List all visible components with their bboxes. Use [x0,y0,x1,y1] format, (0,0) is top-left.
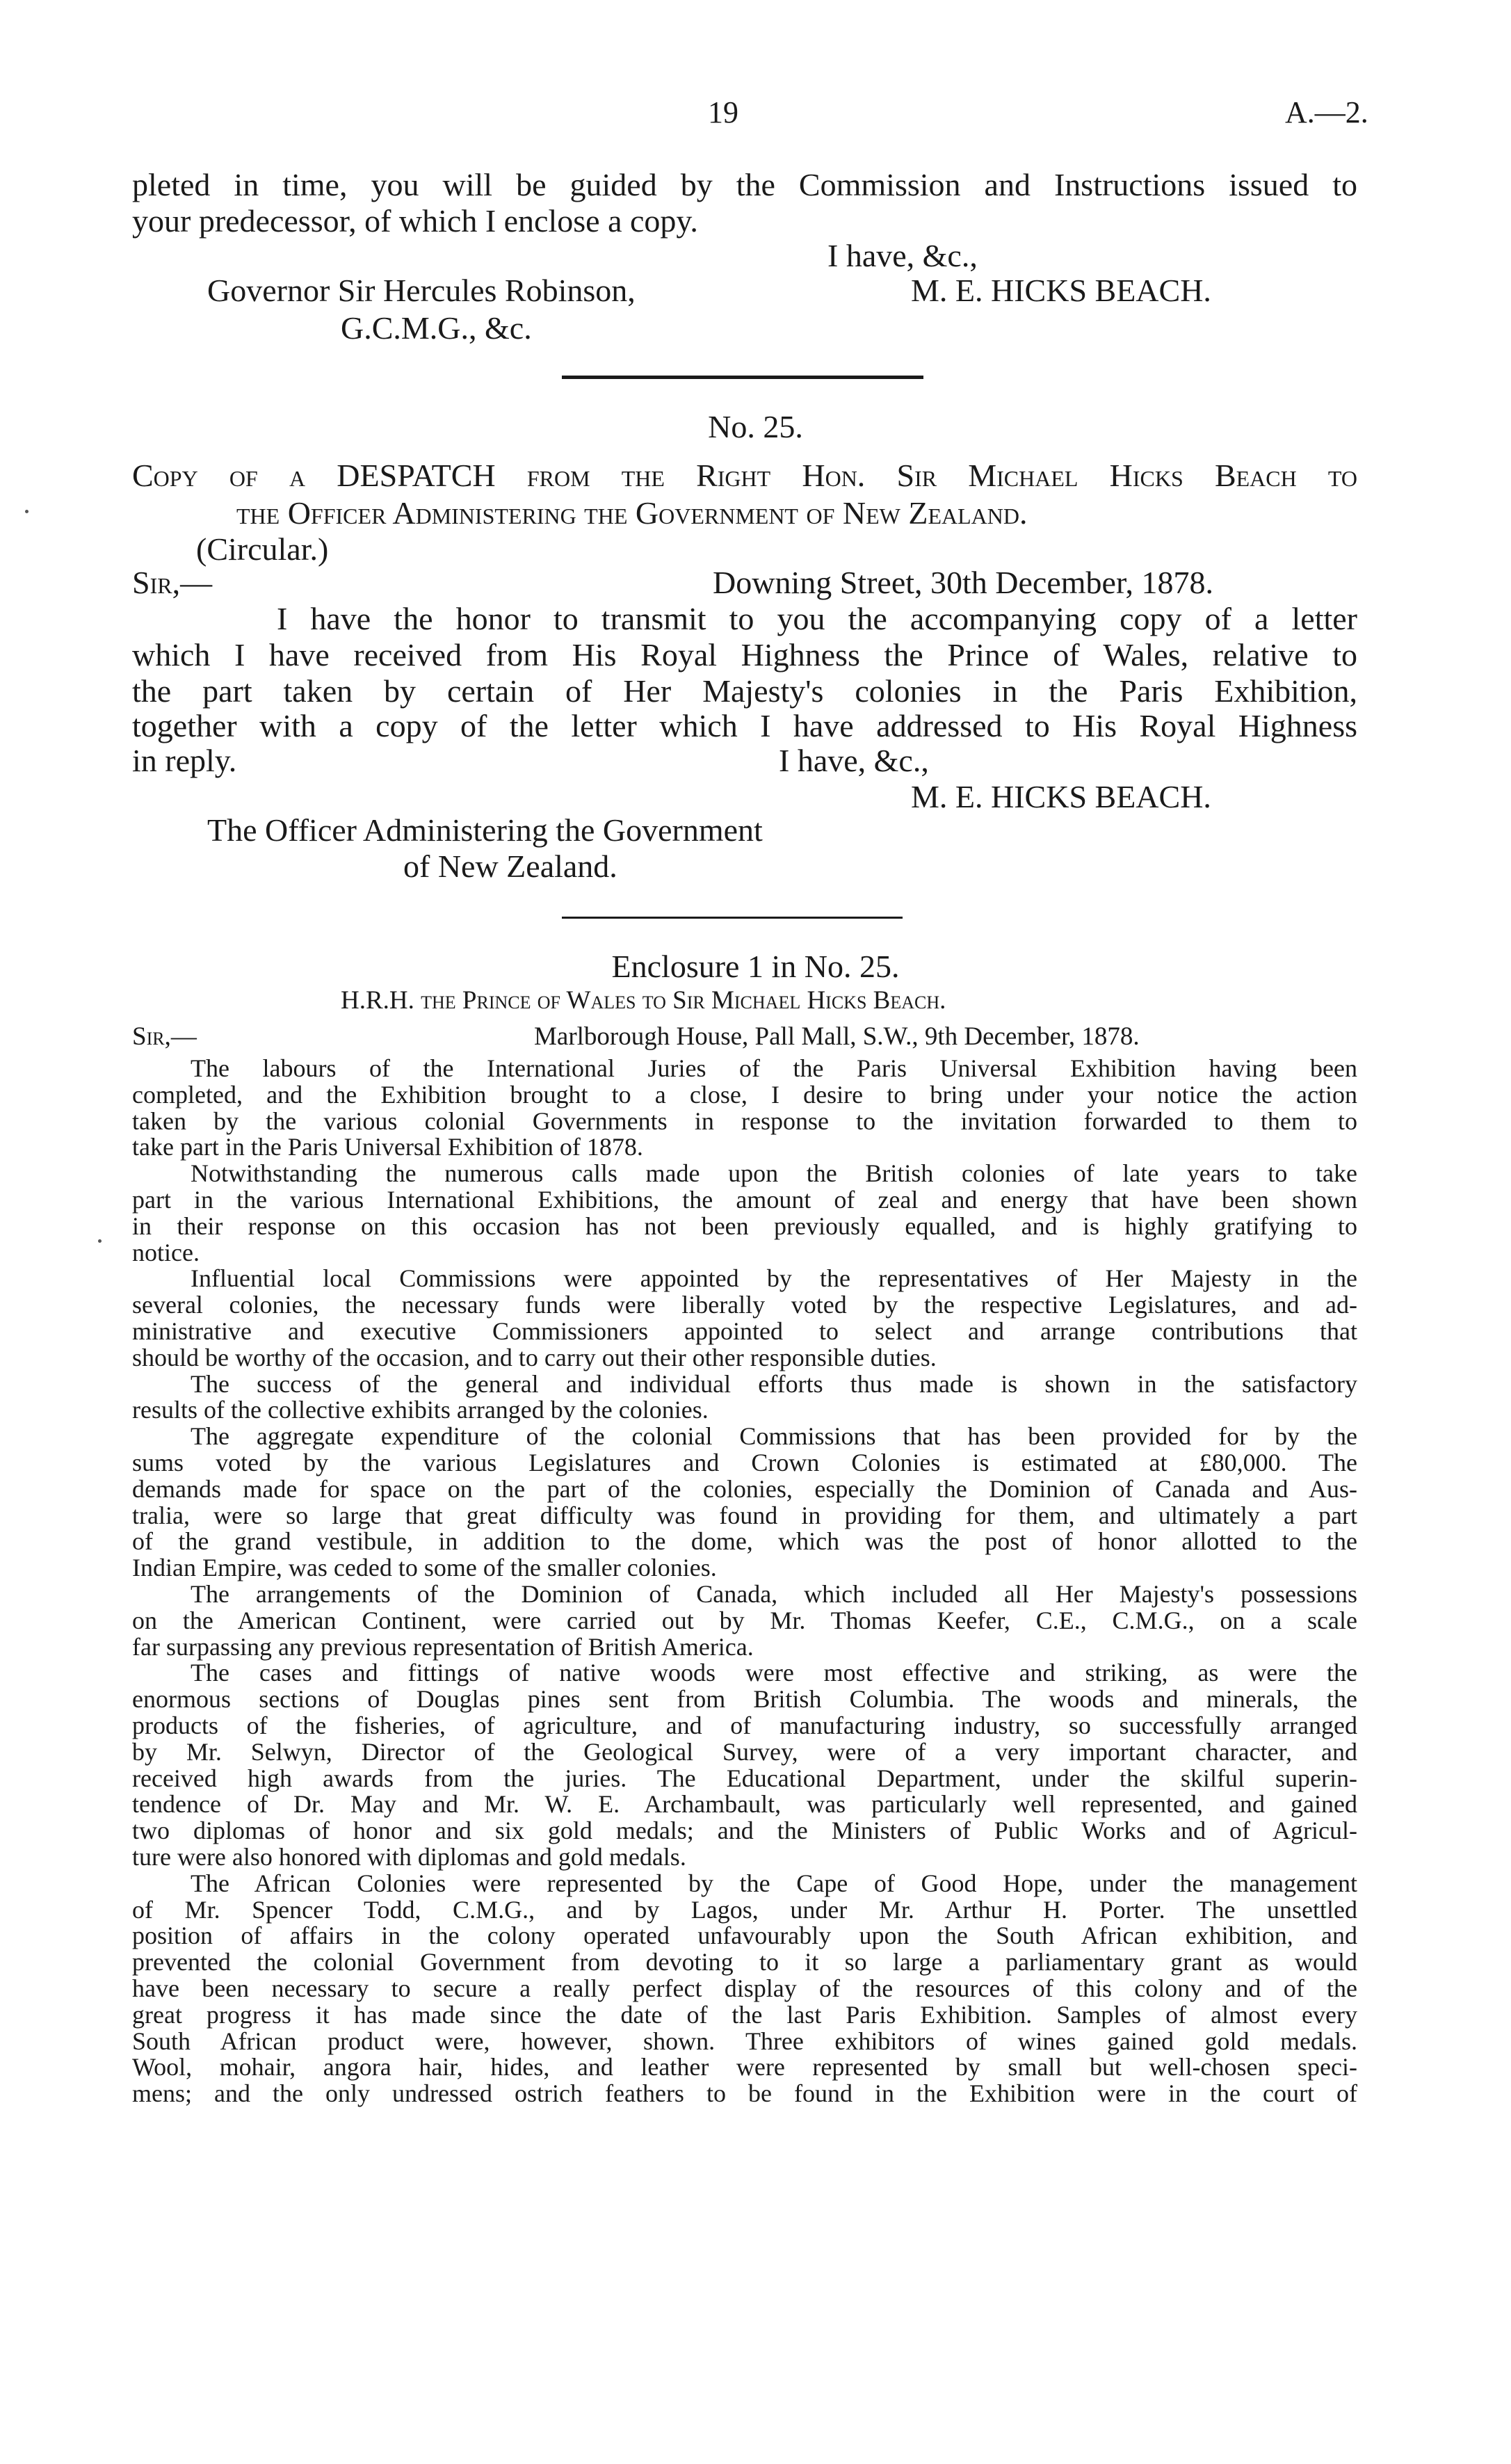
enclosure-line: tralia, were so large that great difficulty was found in providing for them, and ultimately a part [132,1501,1357,1529]
separator-rule [562,917,903,919]
enclosure-line: products of the fisheries, of agriculture, and of manufacturing industry, so successfully arranged [132,1712,1357,1739]
place-date: Marlborough House, Pall Mall, S.W., 9th December, 1878. [534,1022,1140,1051]
enclosure-line: by Mr. Selwyn, Director of the Geological Survey, were of a very important character, and [132,1738,1357,1766]
enclosure-line: two diplomas of honor and six gold medals; and the Ministers of Public Works and of Agricul- [132,1817,1357,1844]
enclosure-line: prevented the colonial Government from devoting to it so large a parliamentary grant as would [132,1948,1357,1976]
enclosure-line: The labours of the International Juries of the Paris Universal Exhibition having been [191,1054,1357,1082]
sign-off: I have, &c., [779,743,929,778]
addressee-title: G.C.M.G., &c. [341,310,532,346]
enclosure-line: completed, and the Exhibition brought to a close, I desire to bring under your notice the action [132,1081,1357,1109]
addressee: The Officer Administering the Government [207,812,763,848]
circular-note: (Circular.) [196,531,329,567]
enclosure-line: tendence of Dr. May and Mr. W. E. Archambault, was particularly well represented, and gained [132,1790,1357,1818]
despatch-number: No. 25. [708,409,803,444]
addressee: Governor Sir Hercules Robinson, [207,273,636,308]
enclosure-line: in their response on this occasion has not been previously equalled, and is highly gratifying to [132,1212,1357,1240]
enclosure-line: several colonies, the necessary funds were liberally voted by the respective Legislatures, and ad- [132,1291,1357,1319]
enclosure-line: position of affairs in the colony operated unfavourably upon the South African exhibition, and [132,1922,1357,1949]
sign-off: I have, &c., [827,238,978,273]
place-date: Downing Street, 30th December, 1878. [713,565,1213,600]
separator-rule [562,376,923,379]
enclosure-line: The aggregate expenditure of the colonial Commissions that has been provided for by the [191,1422,1357,1450]
scan-speck [25,510,29,513]
enclosure-line: of the grand vestibule, in addition to the dome, which was the post of honor allotted to the [132,1527,1357,1555]
enclosure-line: should be worthy of the occasion, and to carry out their other responsible duties. [132,1344,937,1371]
enclosure-line: demands made for space on the part of the colonies, especially the Dominion of Canada and Aus- [132,1475,1357,1503]
scan-speck [98,1239,102,1243]
enclosure-line: taken by the various colonial Governments in response to the invitation forwarded to them to [132,1107,1357,1135]
enclosure-line: Influential local Commissions were appointed by the representatives of Her Majesty in the [191,1264,1357,1292]
enclosure-line: have been necessary to secure a really perfect display of the resources of this colony and of the [132,1974,1357,2002]
body-line: I have the honor to transmit to you the accompanying copy of a letter [277,601,1357,636]
enclosure-line: enormous sections of Douglas pines sent from British Columbia. The woods and minerals, the [132,1685,1357,1713]
enclosure-line: results of the collective exhibits arranged by the colonies. [132,1396,709,1424]
enclosure-line: part in the various International Exhibitions, the amount of zeal and energy that have been shown [132,1186,1357,1214]
enclosure-line: South African product were, however, shown. Three exhibitors of wines gained gold medals. [132,2027,1357,2055]
enclosure-line: on the American Continent, were carried out by Mr. Thomas Keefer, C.E., C.M.G., on a scale [132,1607,1357,1634]
enclosure-line: ministrative and executive Commissioners appointed to select and arrange contributions that [132,1317,1357,1345]
enclosure-line: ture were also honored with diplomas and gold medals. [132,1843,686,1871]
despatch-title: Copy of a DESPATCH from the Right Hon. Sir Michael Hicks Beach to [132,458,1357,493]
enclosure-subheading: H.R.H. the Prince of Wales to Sir Michael Hicks Beach. [341,986,946,1015]
page-number: 19 [708,95,738,129]
enclosure-line: The cases and fittings of native woods were most effective and striking, as were the [191,1659,1357,1686]
document-reference: A.—2. [1285,95,1368,129]
enclosure-heading: Enclosure 1 in No. 25. [611,949,900,984]
salutation: Sir,— [132,565,213,600]
body-line: together with a copy of the letter which I have addressed to His Royal Highness [132,708,1357,743]
enclosure-line: sums voted by the various Legislatures and Crown Colonies is estimated at £80,000. The [132,1449,1357,1476]
enclosure-line: great progress it has made since the date of the last Paris Exhibition. Samples of almost every [132,2001,1357,2029]
enclosure-line: mens; and the only undressed ostrich feathers to be found in the Exhibition were in the court of [132,2079,1357,2107]
despatch-title: the Officer Administering the Government of New Zealand. [236,495,1028,531]
salutation: Sir,— [132,1022,197,1051]
enclosure-line: received high awards from the juries. The Educational Department, under the skilful superin- [132,1764,1357,1792]
enclosure-line: far surpassing any previous representation of British America. [132,1633,754,1661]
enclosure-line: The arrangements of the Dominion of Canada, which included all Her Majesty's possessions [191,1580,1357,1608]
body-line: pleted in time, you will be guided by the Commission and Instructions issued to [132,167,1357,202]
addressee-place: of New Zealand. [403,848,617,884]
enclosure-line: The success of the general and individual efforts thus made is shown in the satisfactory [191,1370,1357,1398]
enclosure-line: Notwithstanding the numerous calls made upon the British colonies of late years to take [191,1159,1357,1187]
enclosure-line: Indian Empire, was ceded to some of the smaller colonies. [132,1554,717,1581]
body-line: your predecessor, of which I enclose a copy. [132,203,698,239]
signature: M. E. HICKS BEACH. [911,779,1211,814]
body-line: which I have received from His Royal Highness the Prince of Wales, relative to [132,637,1357,673]
signature: M. E. HICKS BEACH. [911,273,1211,308]
enclosure-line: take part in the Paris Universal Exhibition of 1878. [132,1133,643,1161]
enclosure-line: The African Colonies were represented by the Cape of Good Hope, under the management [191,1869,1357,1897]
enclosure-line: Wool, mohair, angora hair, hides, and leather were represented by small but well-chosen speci- [132,2053,1357,2081]
body-line: the part taken by certain of Her Majesty's colonies in the Paris Exhibition, [132,673,1357,709]
body-line: in reply. [132,743,237,778]
enclosure-line: of Mr. Spencer Todd, C.M.G., and by Lagos, under Mr. Arthur H. Porter. The unsettled [132,1896,1357,1924]
enclosure-line: notice. [132,1239,200,1266]
